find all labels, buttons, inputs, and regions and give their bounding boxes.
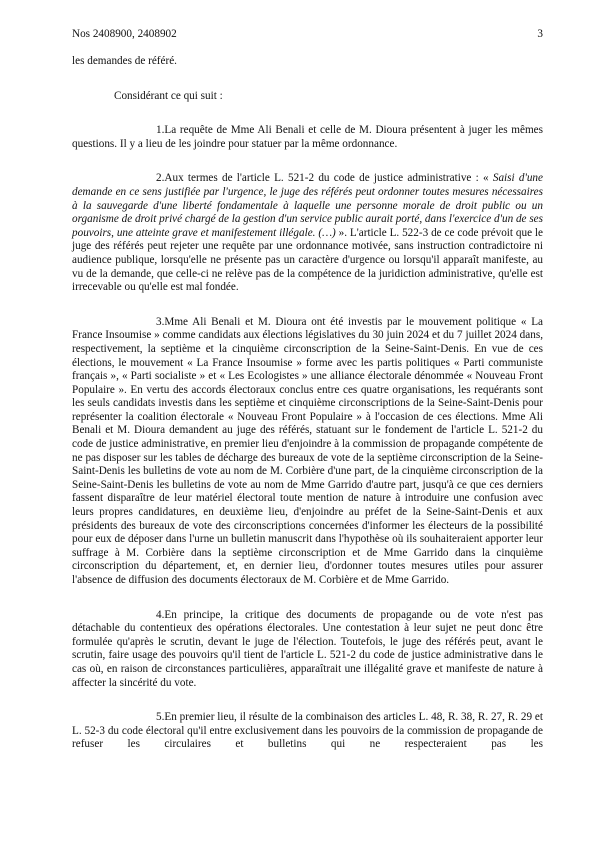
paragraph-number: 2. bbox=[156, 172, 165, 185]
paragraph-number: 4. bbox=[156, 608, 165, 621]
paragraph-number: 5. bbox=[156, 711, 165, 724]
paragraph-text-after: ». L'article L. 522-3 de ce code prévoit que le juge des référés peut rejeter une requête par une ordonnance motivée, sans instruction contradictoire ni audience publique, lorsqu'elle ne présente pas un caractère d'urgence ou lorsqu'il apparaît manifeste, au vu de la demande, que celle-ci ne relève pas de la compétence de la juridiction administrative, qu'elle est irrecevable ou qu'elle est mal fondée. bbox=[72, 226, 543, 294]
page-header bbox=[72, 28, 543, 40]
paragraph-3 bbox=[72, 316, 543, 588]
case-numbers: Nos 2408900, 2408902 bbox=[72, 28, 177, 40]
paragraph-2 bbox=[72, 172, 543, 294]
quoted-article-text: Saisi d'une demande en ce sens justifiée par l'urgence, le juge des référés peut ordonner toutes mesures nécessaires à la sauvegarde d'une liberté fondamentale à laquelle une personne morale de droit public ou un organisme de droit privé chargé de la gestion d'un service public aurait porté, dans l'exercice d'un de ses pouvoirs, une atteinte grave et manifestement illégale. (…) bbox=[72, 172, 543, 239]
paragraph-text: En principe, la critique des documents de propagande ou de vote n'est pas détachable du contentieux des opérations électorales. Une contestation à leur sujet ne peut donc être formulée qu'après le scrutin, devant le juge de l'élection. Toutefois, le juge des référés peut, avant le scrutin, faire usage des pouvoirs qu'il tient de l'article L. 521-2 du code de justice administrative dans le cas où, en raison de circonstances particulières, apparaîtrait une illégalité grave et manifeste de nature à affecter la sincérité du vote. bbox=[72, 608, 543, 689]
continuation-text: les demandes de référé. bbox=[72, 55, 177, 67]
paragraph-text: La requête de Mme Ali Benali et celle de M. Dioura présentent à juger les mêmes questions. Il y a lieu de les joindre pour statuer par la même ordonnance. bbox=[72, 124, 543, 150]
considering-heading: Considérant ce qui suit : bbox=[114, 89, 223, 102]
paragraph-1 bbox=[72, 124, 543, 151]
paragraph-text: En premier lieu, il résulte de la combinaison des articles L. 48, R. 38, R. 27, R. 29 et L. 52-3 du code électoral qu'il entre exclusivement dans les pouvoirs de la commission de propagande de refuser les circulaires et bulletins qui ne respecteraient pas les bbox=[72, 711, 543, 751]
paragraph-text: Mme Ali Benali et M. Dioura ont été investis par le mouvement politique « La France Insoumise » comme candidats aux élections législatives du 30 juin 2024 et du 7 juillet 2024 dans, respectivement, la septième et la cinquième circonscription de la Seine-Saint-Denis. En vue de ces élections, le mouvement « La France Insoumise » forme avec les partis politiques « Parti communiste français », « Parti socialiste » et « Les Ecologistes » une alliance électorale dénommée « Nouveau Front Populaire ». En vertu des accords électoraux conclus entre ces quatre organisations, les requérants sont les seuls candidats investis dans les septième et cinquième circonscriptions de la Seine-Saint-Denis pour représenter la coalition électorale « Nouveau Front Populaire » à l'occasion de ces élections. Mme Ali Benali et M. Dioura demandent au juge des référés, statuant sur le fondement de l'article L. 521-2 du code de justice administrative, en premier lieu d'enjoindre à la commission de propagande compétente de ne pas disposer sur les tables de décharge des bureaux de vote de la septième circonscription de la Seine-Saint-Denis les bulletins de vote au nom de M. Corbière d'une part, de la cinquième circonscription de la Seine-Saint-Denis les bulletins de vote au nom de Mme Garrido d'autre part, jusqu'à ce que ces derniers fassent disparaître de leur matériel électoral toute mention de nature à introduire une confusion avec leurs propres candidatures, en deuxième lieu, d'enjoindre au préfet de la Seine-Saint-Denis et aux présidents des bureaux de vote des circonscriptions concernées d'informer les électeurs de la possibilité pour eux de déposer dans l'urne un bulletin manuscrit dans l'hypothèse où ils souhaiteraient apporter leur suffrage à M. Corbière dans la septième circonscription et de Mme Garrido dans la cinquième circonscription du département, et, en dernier lieu, d'ordonner toutes mesures utiles pour assurer l'absence de diffusion des documents électoraux de M. Corbière et de Mme Garrido. bbox=[72, 315, 543, 586]
paragraph-number: 1. bbox=[156, 124, 165, 137]
paragraph-number: 3. bbox=[156, 315, 165, 328]
paragraph-4 bbox=[72, 609, 543, 691]
paragraph-5 bbox=[72, 711, 543, 752]
paragraph-text-before: Aux termes de l'article L. 521-2 du code de justice administrative : « bbox=[164, 172, 493, 185]
document-body bbox=[72, 55, 543, 766]
page-number: 3 bbox=[537, 28, 543, 40]
